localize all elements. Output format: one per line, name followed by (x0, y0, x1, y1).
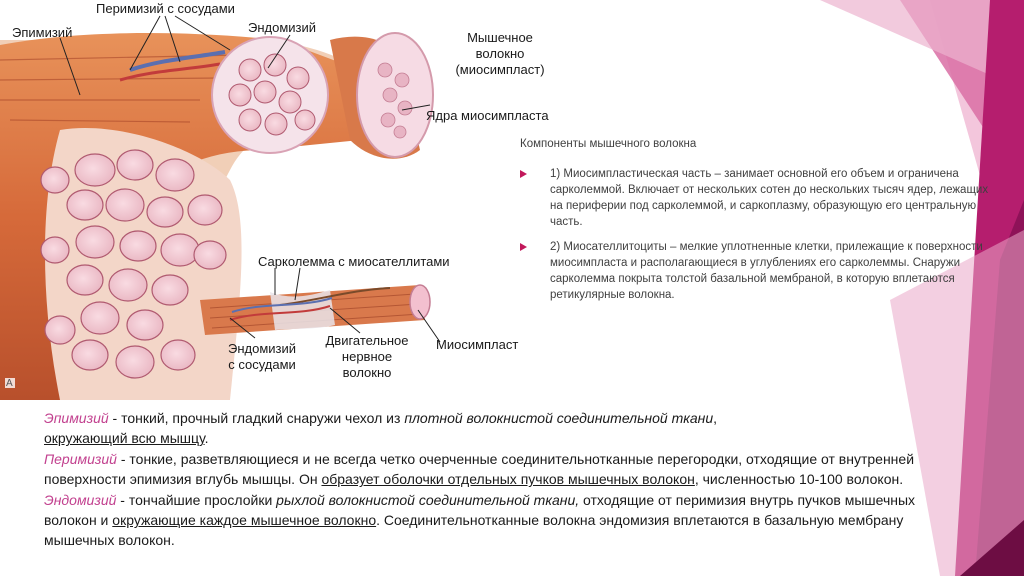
list-item (520, 166, 990, 230)
label-motor-nerve: Двигательное нервное волокно (325, 333, 409, 380)
panel-letter: А (6, 378, 13, 389)
components-list (520, 166, 990, 312)
term-epimysium: Эпимизий (44, 410, 109, 426)
label-nuclei: Ядра миосимпласта (426, 108, 549, 123)
label-perimysium-vessels: Перимизий с сосудами (96, 1, 235, 16)
term-endomysium: Эндомизий (44, 491, 117, 508)
perimysium-definition: Перимизий - тонкие, разветвляющиеся и не всегда четко очерченные соединительнотканные перегородки, отходящие от внутренней поверхности эпимизия вглубь мышцы. Он образует оболочки отдельных пучков мышечных волокон, численностью 10-100 волокон. (44, 450, 915, 488)
bullet-arrow-icon (520, 243, 527, 251)
epimysium-definition: Эпимизий - тонкий, прочный гладкий снаружи чехол из плотной волокнистой соединительной ткани, окружающий всю мышцу. (44, 410, 718, 447)
list-item-text: 1) Миосимпластическая часть – занимает основной его объем и ограничена сарколеммой. Включает от нескольких сотен до нескольких тысяч ядер, лежащих на периферии под сарколеммой, и саркоплазму, образующую его центральную часть. (550, 168, 989, 228)
term-perimysium: Перимизий (44, 450, 117, 467)
label-sarcolemma: Сарколемма с миосателлитами (258, 254, 450, 269)
components-title: Компоненты мышечного волокна (520, 138, 697, 150)
list-item-text: 2) Миосателлитоциты – мелкие уплотненные клетки, прилежащие к поверхности миосимпласта и располагающиеся в углублениях его сарколеммы. Снаружи сарколемма покрыта толстой базальной мембраной, в которую вплетаются ретикулярные волокна. (550, 241, 983, 301)
label-endomysium-vessels: Эндомизий с сосудами (227, 341, 297, 372)
label-epimysium: Эпимизий (12, 25, 73, 40)
bullet-arrow-icon (520, 170, 527, 178)
label-endomysium: Эндомизий (248, 20, 317, 35)
list-item (520, 239, 990, 303)
definitions-text (44, 408, 944, 551)
label-muscle-fiber: Мышечное волокно (миосимпласт) (455, 30, 545, 77)
endomysium-definition: Эндомизий - тончайшие прослойки рыхлой волокнистой соединительной ткани, отходящие от перимизия внутрь пучков мышечных волокон и окружающие каждое мышечное волокно. Соединительнотканные волокна эндомизия вплетаются в базальную мембрану мышечных волокон. (44, 491, 916, 549)
label-myosymplast: Миосимпласт (436, 337, 519, 352)
